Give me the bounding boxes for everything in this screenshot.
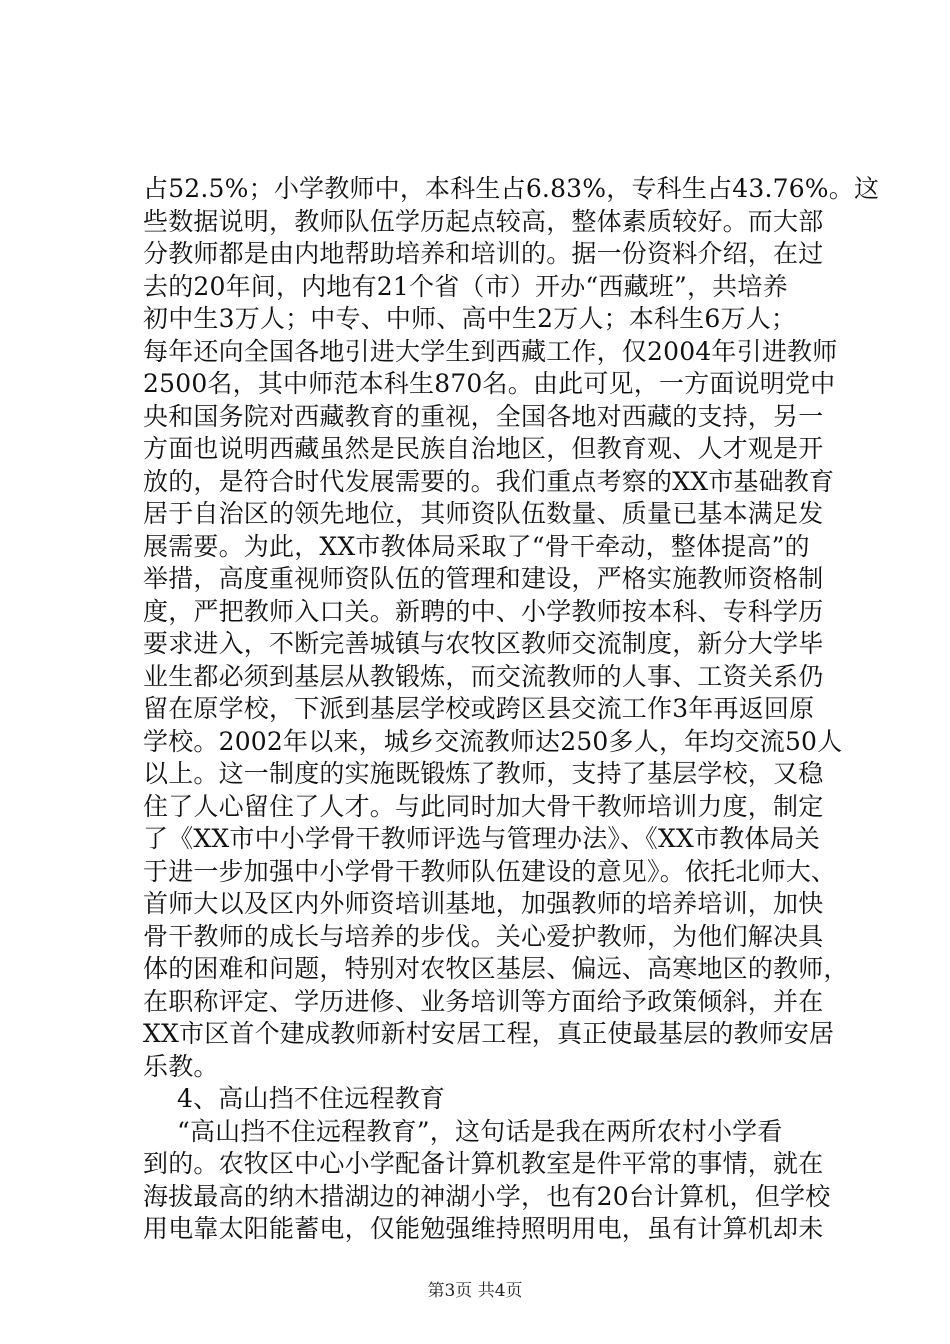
paragraph-line: 业生都必须到基层从教锻炼，而交流教师的人事、工资关系仍 — [143, 661, 824, 691]
paragraph-line: 分教师都是由内地帮助培养和培训的。据一份资料介绍，在过 — [143, 239, 824, 268]
paragraph-line: 在职称评定、学历进修、业务培训等方面给予政策倾斜，并在 — [143, 986, 824, 1016]
paragraph-line: 央和国务院对西藏教育的重视，全国各地对西藏的支持，另一 — [143, 401, 824, 431]
paragraph-line: 以上。这一制度的实施既锻炼了教师，支持了基层学校，又稳 — [143, 759, 824, 788]
paragraph-line: 用电靠太阳能蓄电，仅能勉强维持照明用电，虽有计算机却未 — [143, 1214, 824, 1243]
paragraph-line: 乐教。 — [143, 1051, 219, 1081]
paragraph-line: 首师大以及区内外师资培训基地，加强教师的培养培训，加快 — [143, 889, 824, 918]
paragraph-line: 些数据说明，教师队伍学历起点较高，整体素质较好。而大部 — [143, 206, 824, 236]
paragraph-line: “高山挡不住远程教育”，这句话是我在两所农村小学看 — [177, 1116, 783, 1146]
paragraph-line: 要求进入，不断完善城镇与农牧区教师交流制度，新分大学毕 — [143, 629, 824, 658]
paragraph-line: 占52.5%；小学教师中，本科生占6.83%，专科生占43.76%。这 — [143, 174, 880, 203]
paragraph-line: 了《XX市中小学骨干教师评选与管理办法》、《XX市教体局关 — [143, 824, 820, 853]
paragraph-line: 每年还向全国各地引进大学生到西藏工作，仅2004年引进教师 — [143, 336, 838, 366]
section-heading: 4、高山挡不住远程教育 — [177, 1084, 446, 1113]
paragraph-line: 度，严把教师入口关。新聘的中、小学教师按本科、专科学历 — [143, 596, 824, 626]
paragraph-line: 于进一步加强中小学骨干教师队伍建设的意见》。依托北师大、 — [143, 856, 837, 886]
paragraph-line: 骨干教师的成长与培养的步伐。关心爱护教师，为他们解决具 — [143, 921, 824, 951]
paragraph-line: 海拔最高的纳木措湖边的神湖小学，也有20台计算机，但学校 — [143, 1181, 831, 1211]
paragraph-line: 住了人心留住了人才。与此同时加大骨干教师培训力度，制定 — [143, 791, 824, 821]
paragraph-line: 留在原学校，下派到基层学校或跨区县交流工作3年再返回原 — [143, 694, 815, 723]
page-number-footer: 第3页 共4页 — [427, 1281, 523, 1301]
paragraph-line: 举措，高度重视师资队伍的管理和建设，严格实施教师资格制 — [143, 564, 824, 593]
paragraph-line: XX市区首个建成教师新村安居工程，真正使最基层的教师安居 — [143, 1019, 835, 1048]
paragraph-line: 体的困难和问题，特别对农牧区基层、偏远、高寒地区的教师， — [143, 954, 849, 983]
paragraph-line: 初中生3万人；中专、中师、高中生2万人；本科生6万人； — [143, 304, 797, 333]
paragraph-line: 展需要。为此，XX市教体局采取了“骨干牵动，整体提高”的 — [143, 531, 810, 561]
paragraph-line: 到的。农牧区中心小学配备计算机教室是件平常的事情，就在 — [143, 1149, 824, 1178]
document-body — [143, 173, 880, 1246]
paragraph-line: 居于自治区的领先地位，其师资队伍数量、质量已基本满足发 — [143, 499, 824, 528]
paragraph-line: 方面也说明西藏虽然是民族自治地区，但教育观、人才观是开 — [143, 434, 824, 463]
paragraph-line: 学校。2002年以来，城乡交流教师达250多人，年均交流50人 — [143, 726, 843, 756]
paragraph-line: 2500名，其中师范本科生870名。由此可见，一方面说明党中 — [143, 369, 836, 398]
paragraph-line: 放的，是符合时代发展需要的。我们重点考察的XX市基础教育 — [143, 466, 835, 496]
paragraph-line: 去的20年间，内地有21个省（市）开办“西藏班”，共培养 — [143, 271, 788, 301]
